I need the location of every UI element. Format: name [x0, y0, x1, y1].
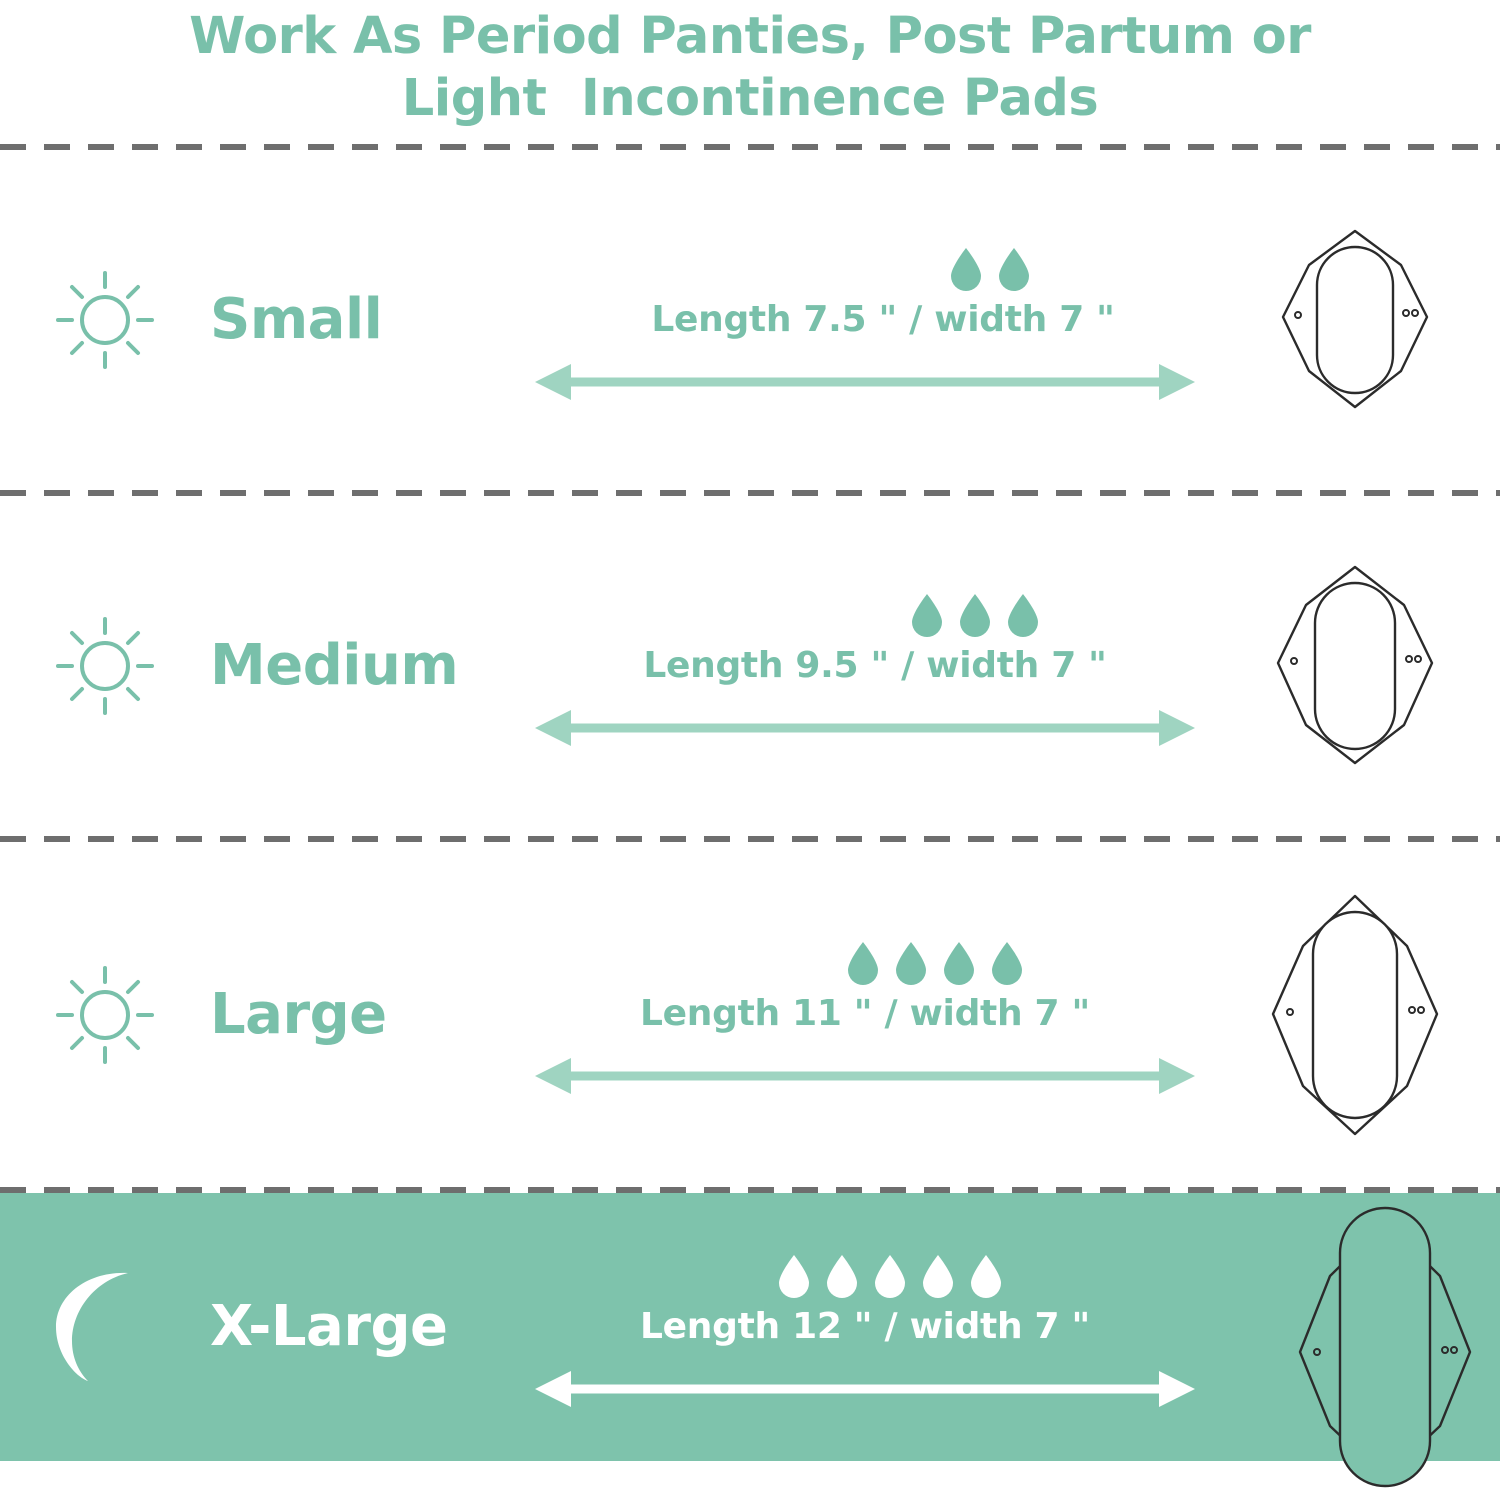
- size-label-cell: [210, 1294, 520, 1359]
- size-detail-cell: [520, 1193, 1210, 1461]
- water-drop-icon: [777, 1254, 811, 1300]
- water-drop-icon: [873, 1254, 907, 1300]
- table-row: [0, 1193, 1500, 1461]
- water-drop-icon: [969, 1254, 1003, 1300]
- absorbency-drops: [949, 235, 1031, 293]
- table-row: [0, 496, 1500, 836]
- title-line-2: Light Incontinence Pads: [401, 69, 1099, 128]
- water-drop-icon: [990, 941, 1024, 987]
- size-detail-cell: [520, 150, 1210, 490]
- pad-illustration-cell: [1210, 1193, 1500, 1461]
- absorbency-drops: [910, 581, 1040, 639]
- time-of-day-cell: [0, 265, 210, 375]
- sun-icon: [50, 611, 160, 721]
- length-arrow: [535, 1052, 1195, 1100]
- pad-illustration-cell: [1210, 150, 1500, 490]
- title-line-1: Work As Period Panties, Post Partum or: [189, 7, 1311, 66]
- sun-icon: [50, 960, 160, 1070]
- dimensions-text: Length 12 " / width 7 ": [640, 1305, 1090, 1347]
- length-arrow: [535, 358, 1195, 406]
- time-of-day-cell: [0, 1267, 210, 1387]
- length-arrow: [535, 1365, 1195, 1413]
- pad-illustration-cell: [1210, 842, 1500, 1187]
- size-label-cell: [210, 981, 520, 1047]
- water-drop-icon: [949, 247, 983, 293]
- pad-illustration-cell: [1210, 496, 1500, 836]
- water-drop-icon: [910, 593, 944, 639]
- water-drop-icon: [958, 593, 992, 639]
- size-label-cell: [210, 287, 520, 352]
- water-drop-icon: [942, 941, 976, 987]
- water-drop-icon: [894, 941, 928, 987]
- water-drop-icon: [997, 247, 1031, 293]
- pad-outline-icon: [1265, 890, 1445, 1140]
- size-label-cell: [210, 633, 520, 698]
- table-row: [0, 150, 1500, 490]
- absorbency-drops: [777, 1242, 1003, 1300]
- sun-icon: [50, 265, 160, 375]
- water-drop-icon: [1006, 593, 1040, 639]
- pad-outline-icon: [1270, 561, 1440, 771]
- size-detail-cell: [520, 496, 1210, 836]
- size-label: Medium: [210, 633, 459, 698]
- time-of-day-cell: [0, 611, 210, 721]
- water-drop-icon: [846, 941, 880, 987]
- dimensions-text: Length 7.5 " / width 7 ": [651, 298, 1115, 340]
- dimensions-text: Length 11 " / width 7 ": [640, 993, 1090, 1034]
- time-of-day-cell: [0, 960, 210, 1070]
- pad-outline-icon: [1290, 1202, 1480, 1492]
- water-drop-icon: [921, 1254, 955, 1300]
- page-title: [0, 0, 1500, 144]
- pad-outline-icon: [1275, 225, 1435, 415]
- water-drop-icon: [825, 1254, 859, 1300]
- absorbency-drops: [846, 929, 1024, 987]
- size-label: X-Large: [210, 1294, 448, 1359]
- size-detail-cell: [520, 842, 1210, 1187]
- length-arrow: [535, 704, 1195, 752]
- table-row: [0, 842, 1500, 1187]
- size-label: Large: [210, 981, 387, 1047]
- moon-icon: [50, 1267, 160, 1387]
- size-label: Small: [210, 287, 383, 352]
- dimensions-text: Length 9.5 " / width 7 ": [643, 644, 1107, 686]
